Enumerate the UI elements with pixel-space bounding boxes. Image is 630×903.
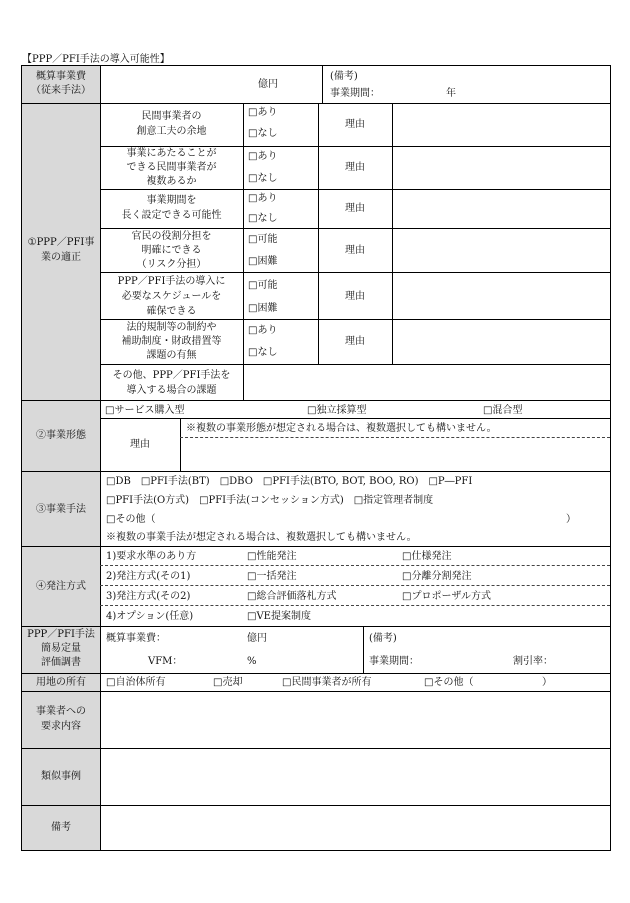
suit-row-5-opt1[interactable]: □可能: [248, 280, 278, 291]
method-line-3-end: ）: [566, 514, 576, 525]
order-r2-b[interactable]: □一括発注: [247, 571, 297, 582]
land-opt-private[interactable]: □民間事業者が所有: [282, 677, 372, 688]
suit-row-4-opt2[interactable]: □困難: [248, 256, 278, 267]
method-note: ※複数の事業手法が想定される場合は、複数選択しても構いません。: [106, 532, 417, 543]
suit-other-l1: その他、PPP／PFI手法を: [112, 370, 231, 381]
suit-row-6-reason: 理由: [345, 336, 365, 347]
suit-row-4-l1: 官民の役割分担を: [131, 231, 212, 242]
suit-row-3-reason: 理由: [345, 203, 365, 214]
method-label: ③事業手法: [36, 504, 86, 515]
land-label: 用地の所有: [36, 677, 86, 688]
req-label: 事業者への: [36, 706, 86, 717]
suit-row-3-l1: 事業期間を: [146, 195, 197, 206]
suit-row-4-l2: 明確にできる: [141, 245, 202, 256]
eval-label-1: PPP／PFI手法: [27, 629, 95, 640]
suit-row-5-l3: 確保できる: [146, 306, 197, 317]
order-r2-a: 2)発注方式(その1): [106, 571, 191, 582]
similar-label: 類似事例: [41, 771, 81, 782]
suit-row-5-l1: PPP／PFI手法の導入に: [117, 276, 226, 287]
suit-row-6-opt2[interactable]: □なし: [248, 347, 278, 358]
eval-label-3: 評価調書: [41, 657, 81, 668]
land-opt-sale[interactable]: □売却: [213, 677, 243, 688]
eval-cost-unit: 億円: [247, 633, 267, 644]
page-title: 【PPP／PFI手法の導入可能性】: [22, 54, 170, 65]
suit-row-3-opt2[interactable]: □なし: [248, 213, 278, 224]
form-note: ※複数の事業形態が想定される場合は、複数選択しても構いません。: [186, 423, 497, 434]
suit-header: ①PPP／PFI事: [27, 237, 95, 248]
order-r3-a: 3)発注方式(その2): [106, 591, 191, 602]
order-r4-a: 4)オプション(任意): [106, 611, 194, 622]
eval-label-2: 簡易定量: [41, 643, 81, 654]
suit-row-2-l3: 複数あるか: [146, 176, 197, 187]
suit-row-2-opt1[interactable]: □あり: [248, 151, 278, 162]
suit-row-2-l1: 事業にあたることが: [126, 148, 217, 159]
cost-year: 年: [446, 88, 456, 99]
order-r1-c[interactable]: □仕様発注: [402, 551, 452, 562]
order-r3-b[interactable]: □総合評価落札方式: [247, 591, 337, 602]
suit-row-1-opt2[interactable]: □なし: [248, 128, 278, 139]
cost-note: (備考): [330, 71, 358, 82]
suit-other-l2: 導入する場合の課題: [126, 385, 217, 396]
remarks-label: 備考: [51, 822, 71, 833]
cost-label: 概算事業費: [36, 71, 86, 82]
land-opt-other-end: ）: [542, 677, 552, 688]
suit-row-2-reason: 理由: [345, 162, 365, 173]
suit-row-3-opt1[interactable]: □あり: [248, 193, 278, 204]
form-label: ②事業形態: [36, 430, 86, 441]
suit-row-3-l2: 長く設定できる可能性: [121, 210, 222, 221]
cost-label-sub: （従来手法）: [31, 85, 91, 96]
suit-row-1-l1: 民間事業者の: [141, 111, 202, 122]
suit-row-4-reason: 理由: [345, 245, 365, 256]
method-line-1[interactable]: □DB □PFI手法(BT) □DBO □PFI手法(BTO, BOT, BOO, RO) □P―PFI: [106, 476, 473, 487]
order-r2-c[interactable]: □分離分割発注: [402, 571, 472, 582]
order-r4-b[interactable]: □VE提案制度: [247, 611, 311, 622]
method-line-2[interactable]: □PFI手法(O方式) □PFI手法(コンセッション方式) □指定管理者制度: [106, 495, 434, 506]
order-r3-c[interactable]: □プロポーザル方式: [402, 591, 491, 602]
eval-discount: 割引率：: [513, 656, 553, 667]
suit-row-6-l2: 補助制度・財政措置等: [121, 336, 222, 347]
suit-header-sub: 業の適正: [41, 252, 81, 263]
method-line-3[interactable]: □その他（: [106, 514, 156, 525]
suit-row-2-l2: できる民間事業者が: [126, 162, 217, 173]
eval-cost: 概算事業費：: [106, 633, 166, 644]
req-label-sub: 要求内容: [41, 721, 81, 732]
suit-row-4-opt1[interactable]: □可能: [248, 234, 278, 245]
suit-row-5-opt2[interactable]: □困難: [248, 303, 278, 314]
eval-vfm-pct: %: [247, 656, 257, 667]
form-opt-independent[interactable]: □独立採算型: [307, 405, 367, 416]
suit-row-5-reason: 理由: [345, 291, 365, 302]
suit-row-1-reason: 理由: [345, 119, 365, 130]
suit-row-6-l1: 法的規制等の制約や: [126, 322, 217, 333]
eval-period: 事業期間：: [369, 656, 419, 667]
cost-period: 事業期間：: [330, 88, 380, 99]
form-opt-mixed[interactable]: □混合型: [483, 405, 523, 416]
land-opt-municipal[interactable]: □自治体所有: [106, 677, 166, 688]
order-r1-b[interactable]: □性能発注: [247, 551, 297, 562]
eval-vfm: VFM：: [148, 656, 183, 667]
suit-row-6-l3: 課題の有無: [146, 350, 197, 361]
suit-row-2-opt2[interactable]: □なし: [248, 173, 278, 184]
land-opt-other[interactable]: □その他（: [424, 677, 474, 688]
suit-row-6-opt1[interactable]: □あり: [248, 325, 278, 336]
form-opt-service[interactable]: □サービス購入型: [105, 405, 185, 416]
suit-row-1-l2: 創意工夫の余地: [136, 126, 207, 137]
suit-row-4-l3: （リスク分担）: [136, 259, 207, 270]
form-reason: 理由: [130, 439, 150, 450]
eval-note: (備考): [369, 633, 397, 644]
suit-row-1-opt1[interactable]: □あり: [248, 107, 278, 118]
suit-row-5-l2: 必要なスケジュールを: [121, 291, 222, 302]
order-r1-a: 1)要求水準のあり方: [106, 551, 197, 562]
order-label: ④発注方式: [36, 581, 86, 592]
cost-unit: 億円: [258, 79, 278, 90]
